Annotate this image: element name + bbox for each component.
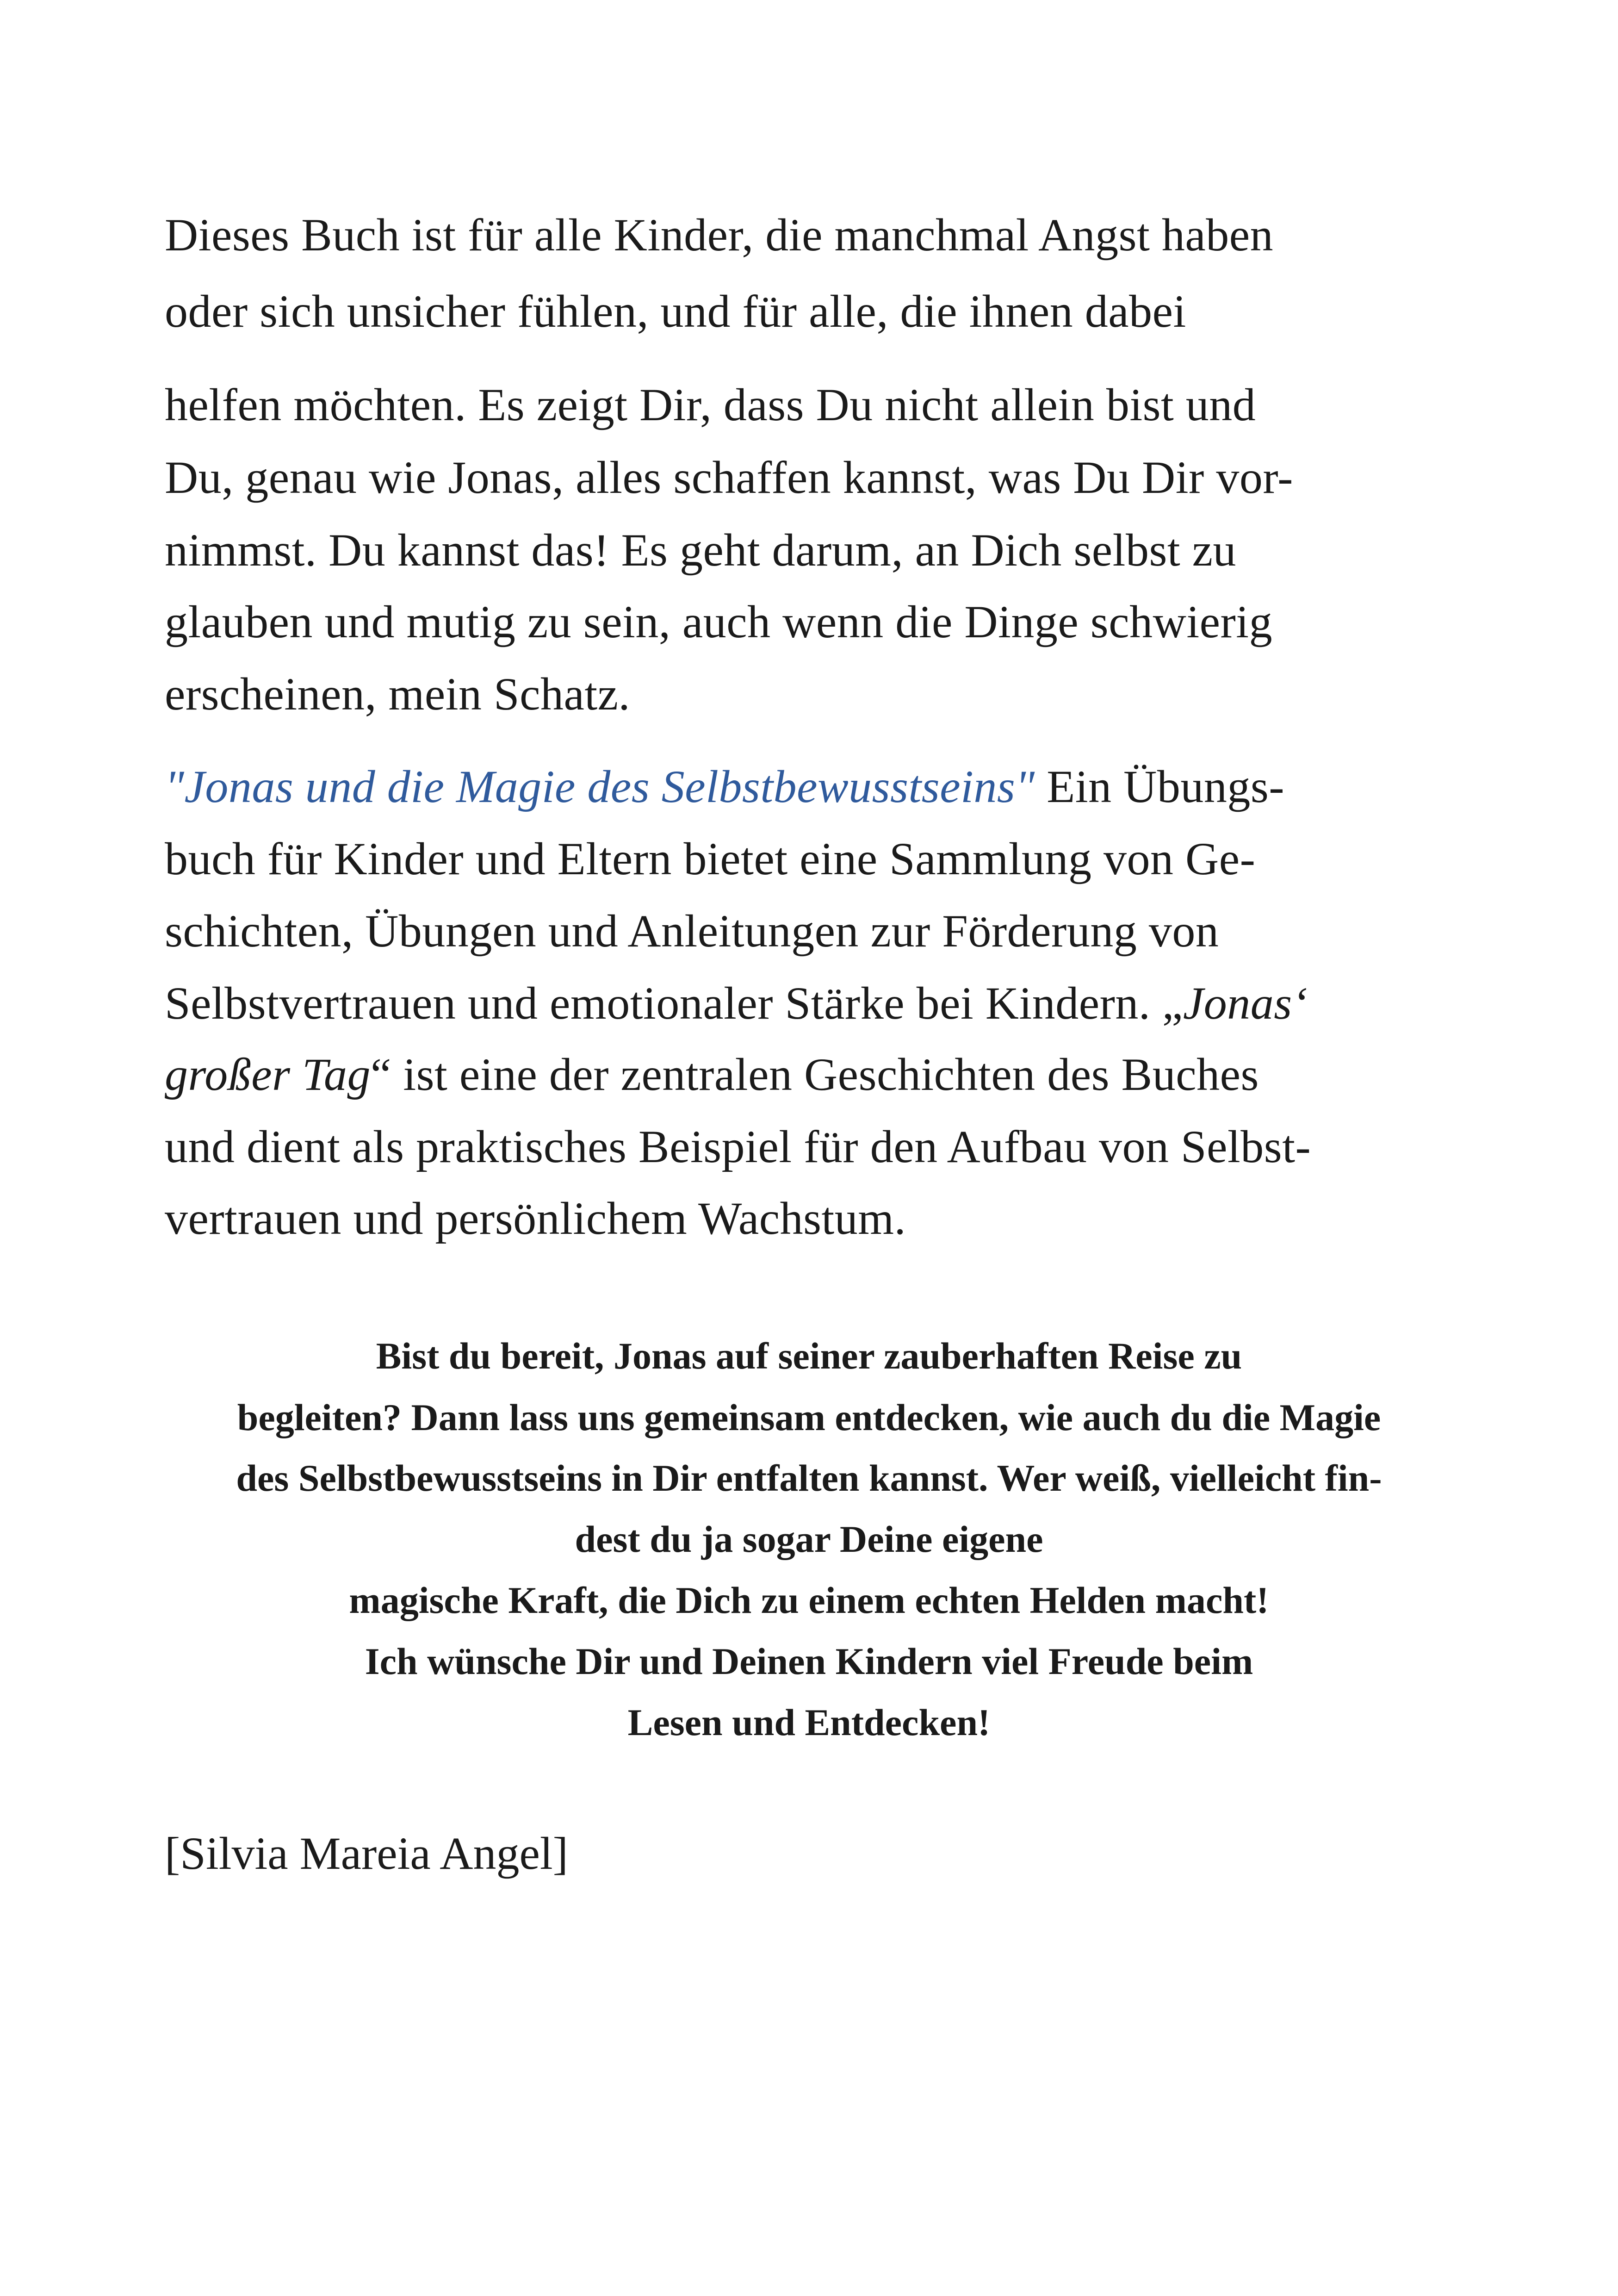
author-signature: [Silvia Mareia Angel] [165,1828,568,1879]
story-title-part-2: großer Tag [165,1049,371,1100]
story-title-part-1: Jonas‘ [1183,977,1308,1029]
closing-line-7: Lesen und Entdecken! [627,1701,991,1743]
intro-line-2: oder sich unsicher fühlen, und für alle, die ihnen dabei [165,286,1186,337]
intro-line-7: erscheinen, mein Schatz. [165,668,631,720]
description-line-5 [165,1047,1259,1102]
closing-line-6: Ich wünsche Dir und Deinen Kindern viel Freude beim [365,1640,1253,1682]
intro-line-6: glauben und mutig zu sein, auch wenn die Dinge schwierig [165,596,1273,647]
closing-line-3: des Selbstbewusstseins in Dir entfalten kannst. Wer weiß, vielleicht fin- [236,1457,1382,1499]
description-line-5-rest: “ ist eine der zentralen Geschichten des Buches [370,1049,1259,1100]
intro-line-3: helfen möchten. Es zeigt Dir, dass Du nicht allein bist und [165,379,1256,430]
book-title: "Jonas und die Magie des Selbstbewusstseins" [165,761,1035,812]
description-line-3: schichten, Übungen und Anleitungen zur Förderung von [165,905,1219,957]
closing-line-4: dest du ja sogar Deine eigene [575,1518,1043,1560]
description-line-6: und dient als praktisches Beispiel für den Aufbau von Selbst- [165,1121,1311,1172]
description-line-4 [165,976,1308,1031]
description-line-1-rest: Ein Übungs- [1035,761,1285,812]
intro-line-5: nimmst. Du kannst das! Es geht darum, an Dich selbst zu [165,524,1237,576]
intro-line-1: Dieses Buch ist für alle Kinder, die manchmal Angst haben [165,209,1274,261]
closing-line-5: magische Kraft, die Dich zu einem echten Helden macht! [349,1579,1269,1621]
closing-line-1: Bist du bereit, Jonas auf seiner zauberhaften Reise zu [376,1335,1242,1377]
description-line-7: vertrauen und persönlichem Wachstum. [165,1193,906,1244]
description-line-2: buch für Kinder und Eltern bietet eine Sammlung von Ge- [165,833,1256,884]
closing-line-2: begleiten? Dann lass uns gemeinsam entdecken, wie auch du die Magie [237,1396,1381,1438]
intro-line-4: Du, genau wie Jonas, alles schaffen kannst, was Du Dir vor- [165,452,1293,503]
description-line-1 [165,759,1284,815]
description-line-4-text: Selbstvertrauen und emotionaler Stärke bei Kindern. „ [165,977,1183,1029]
